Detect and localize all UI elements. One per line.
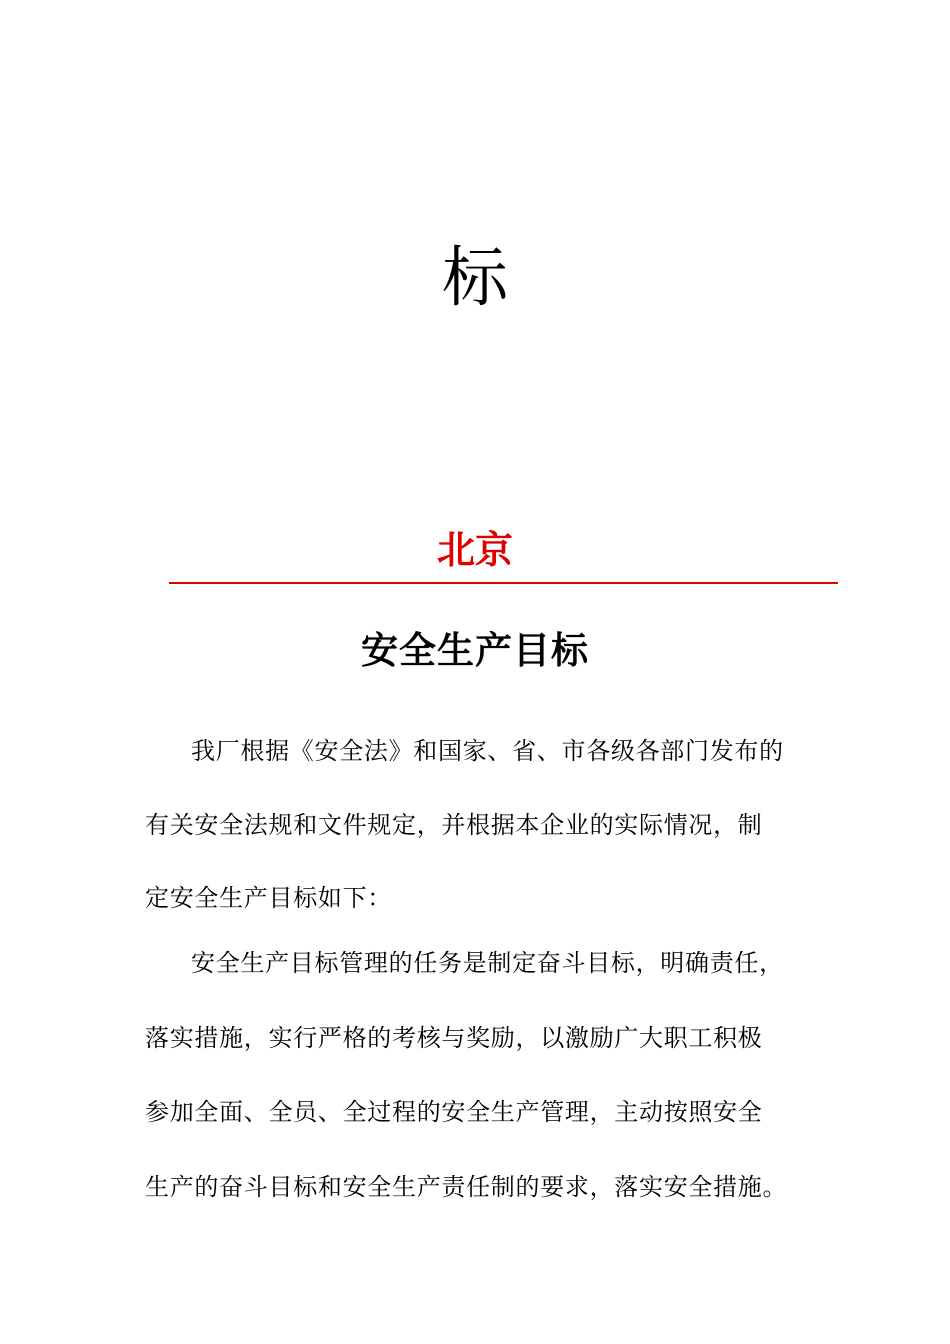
paragraph-line: 安全生产目标管理的任务是制定奋斗目标，明确责任， bbox=[191, 949, 784, 977]
organization-name: 北京 bbox=[436, 528, 513, 572]
paragraph-line: 参加全面、全员、全过程的安全生产管理，主动按照安全 bbox=[145, 1098, 763, 1126]
paragraph-line: 我厂根据《安全法》和国家、省、市各级各部门发布的 bbox=[191, 737, 784, 765]
paragraph-line: 有关安全法规和文件规定，并根据本企业的实际情况，制 bbox=[145, 811, 763, 839]
document-title: 安全生产目标 bbox=[361, 629, 589, 672]
paragraph-line: 生产的奋斗目标和安全生产责任制的要求，落实安全措施。 bbox=[145, 1173, 788, 1201]
cover-large-character: 标 bbox=[442, 239, 508, 316]
paragraph-line: 落实措施，实行严格的考核与奖励，以激励广大职工积极 bbox=[145, 1024, 763, 1052]
paragraph-line: 定安全生产目标如下： bbox=[145, 884, 392, 912]
red-divider-line bbox=[169, 582, 838, 584]
